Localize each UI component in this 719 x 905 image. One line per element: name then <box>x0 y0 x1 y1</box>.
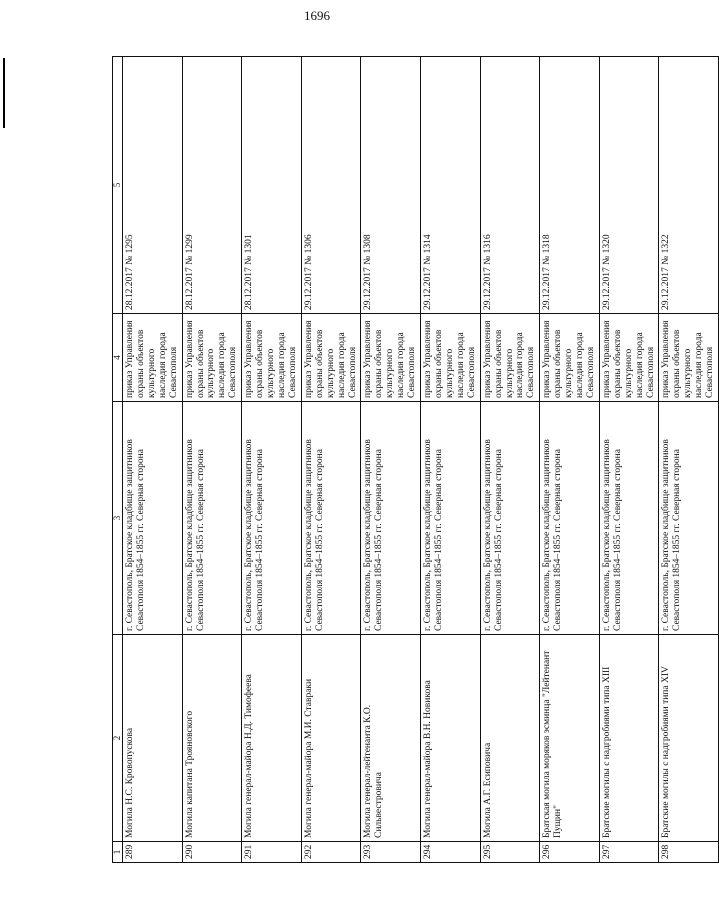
document-type: приказ Управления охраны объектов культурного наследия города Севастополя <box>361 314 421 402</box>
document-date: 29.12.2017 № 1306 <box>301 57 361 314</box>
object-name: Могила А.Г. Есиповича <box>480 635 540 842</box>
row-number: 294 <box>421 842 481 863</box>
table-header-row <box>113 57 123 863</box>
header-col-2: 2 <box>113 635 123 842</box>
object-name: Могила генерал-майора Н.Д. Тимофеева <box>242 635 302 842</box>
document-type: приказ Управления охраны объектов культурного наследия города Севастополя <box>540 314 600 402</box>
document-date: 29.12.2017 № 1314 <box>421 57 481 314</box>
row-number: 291 <box>242 842 302 863</box>
row-number: 297 <box>599 842 659 863</box>
object-location: г. Севастополь, Братское кладбище защитников Севастополя 1854–1855 гг. Северная сторона <box>659 402 719 635</box>
table-row <box>659 57 719 863</box>
table-row <box>301 57 361 863</box>
table-row <box>540 57 600 863</box>
row-number: 296 <box>540 842 600 863</box>
object-name: Могила генерал-майора В.Н. Новикова <box>421 635 481 842</box>
row-number: 289 <box>123 842 183 863</box>
document-type: приказ Управления охраны объектов культурного наследия города Севастополя <box>301 314 361 402</box>
object-name: Братские могилы с надгробиями типа XIV <box>659 635 719 842</box>
table-row <box>361 57 421 863</box>
document-date: 29.12.2017 № 1318 <box>540 57 600 314</box>
table-row <box>421 57 481 863</box>
object-name: Братская могила моряков эсминца "Лейтенант Пущин" <box>540 635 600 842</box>
table-row <box>242 57 302 863</box>
object-location: г. Севастополь, Братское кладбище защитников Севастополя 1854–1855 гг. Северная сторона <box>301 402 361 635</box>
table-row <box>123 57 183 863</box>
row-number: 292 <box>301 842 361 863</box>
object-name: Могила Н.С. Кровопускова <box>123 635 183 842</box>
document-type: приказ Управления охраны объектов культурного наследия города Севастополя <box>182 314 242 402</box>
row-number: 295 <box>480 842 540 863</box>
object-name: Могила капитана Трояновского <box>182 635 242 842</box>
object-location: г. Севастополь, Братское кладбище защитников Севастополя 1854–1855 гг. Северная сторона <box>421 402 481 635</box>
scan-margin-mark <box>3 58 5 128</box>
table-row <box>599 57 659 863</box>
document-type: приказ Управления охраны объектов культурного наследия города Севастополя <box>123 314 183 402</box>
document-type: приказ Управления охраны объектов культурного наследия города Севастополя <box>242 314 302 402</box>
document-date: 28.12.2017 № 1295 <box>123 57 183 314</box>
object-location: г. Севастополь, Братское кладбище защитников Севастополя 1854–1855 гг. Северная сторона <box>361 402 421 635</box>
rotated-table-container <box>112 57 716 863</box>
object-location: г. Севастополь, Братское кладбище защитников Севастополя 1854–1855 гг. Северная сторона <box>599 402 659 635</box>
object-location: г. Севастополь, Братское кладбище защитников Севастополя 1854–1855 гг. Северная сторона <box>182 402 242 635</box>
page-number: 1696 <box>304 8 330 23</box>
document-type: приказ Управления охраны объектов культурного наследия города Севастополя <box>421 314 481 402</box>
document-date: 28.12.2017 № 1299 <box>182 57 242 314</box>
heritage-registry-table <box>112 56 719 863</box>
object-name: Братские могилы с надгробиями типа XIII <box>599 635 659 842</box>
header-col-1: 1 <box>113 842 123 863</box>
object-location: г. Севастополь, Братское кладбище защитников Севастополя 1854–1855 гг. Северная сторона <box>480 402 540 635</box>
document-date: 28.12.2017 № 1301 <box>242 57 302 314</box>
object-location: г. Севастополь, Братское кладбище защитников Севастополя 1854–1855 гг. Северная сторона <box>540 402 600 635</box>
object-name: Могила генерал-лейтенанта К.О. Сильвестровича <box>361 635 421 842</box>
object-location: г. Севастополь, Братское кладбище защитников Севастополя 1854–1855 гг. Северная сторона <box>123 402 183 635</box>
document-date: 29.12.2017 № 1308 <box>361 57 421 314</box>
document-type: приказ Управления охраны объектов культурного наследия города Севастополя <box>480 314 540 402</box>
document-date: 29.12.2017 № 1320 <box>599 57 659 314</box>
document-date: 29.12.2017 № 1322 <box>659 57 719 314</box>
row-number: 293 <box>361 842 421 863</box>
row-number: 298 <box>659 842 719 863</box>
object-name: Могила генерал-майора М.И. Ставраки <box>301 635 361 842</box>
header-col-5: 5 <box>113 57 123 314</box>
header-col-3: 3 <box>113 402 123 635</box>
row-number: 290 <box>182 842 242 863</box>
table-row <box>480 57 540 863</box>
document-type: приказ Управления охраны объектов культурного наследия города Севастополя <box>599 314 659 402</box>
header-col-4: 4 <box>113 314 123 402</box>
object-location: г. Севастополь, Братское кладбище защитников Севастополя 1854–1855 гг. Северная сторона <box>242 402 302 635</box>
document-type: приказ Управления охраны объектов культурного наследия города Севастополя <box>659 314 719 402</box>
document-date: 29.12.2017 № 1316 <box>480 57 540 314</box>
table-row <box>182 57 242 863</box>
